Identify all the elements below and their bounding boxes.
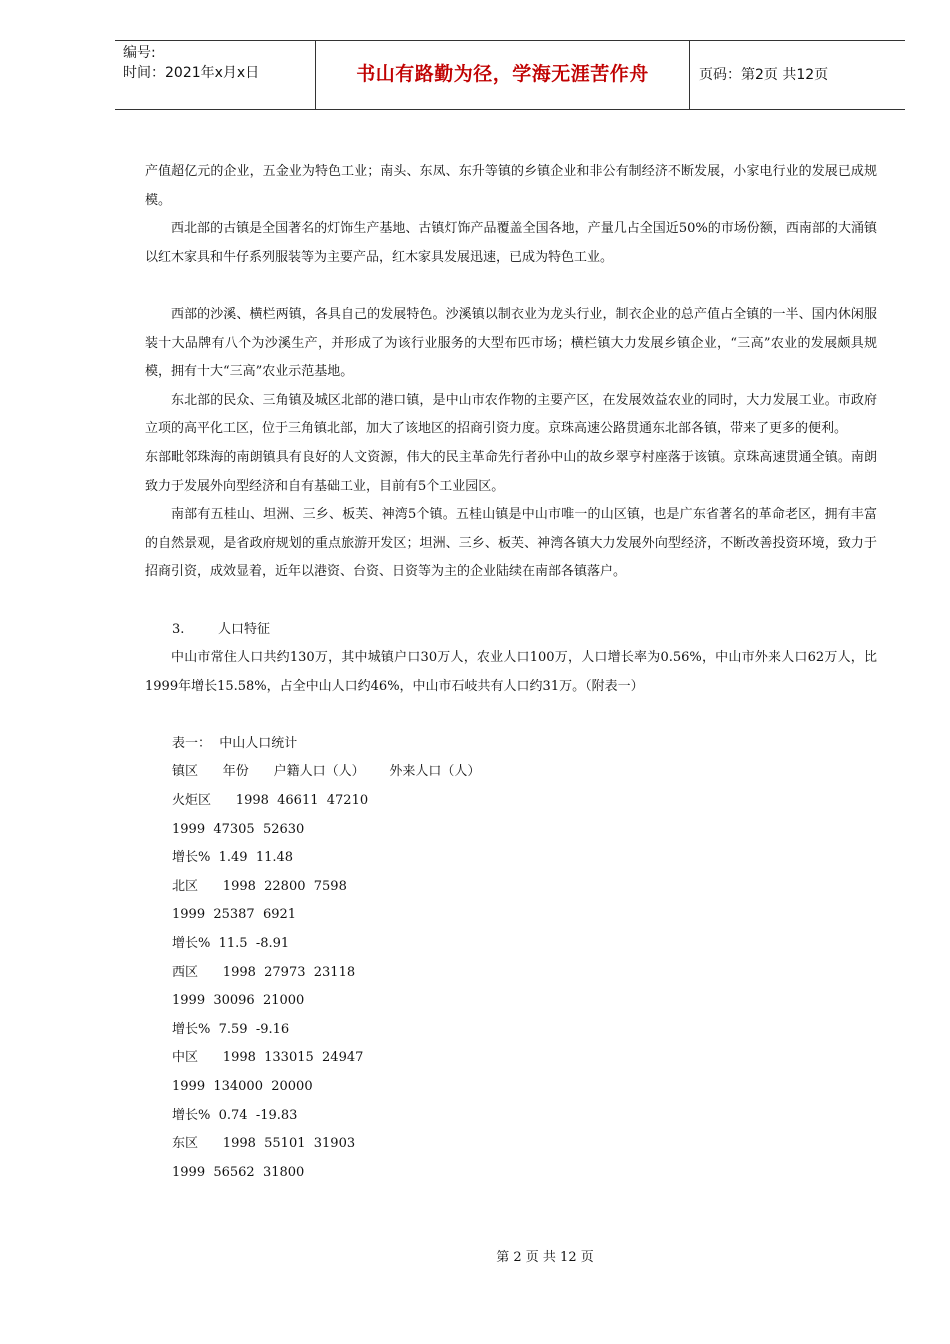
header-divider <box>689 41 690 109</box>
table-row: 中区 1998 133015 24947 <box>172 1050 364 1066</box>
paragraph: 中山市常住人口共约130万，其中城镇户口30万人，农业人口100万，人口增长率为0.56%，中山市外来人口62万人，比1999年增长15.58%，占全中山人口约46%，中山市石岐共有人口约31万。（附表一） <box>145 650 877 694</box>
section-heading <box>145 616 877 645</box>
section-number: 3. <box>172 621 185 637</box>
table-row: 1999 30096 21000 <box>172 993 305 1009</box>
table-row: 西区 1998 27973 23118 <box>172 964 356 980</box>
paragraph: 产值超亿元的企业，五金业为特色工业；南头、东凤、东升等镇的乡镇企业和非公有制经济不断发展，小家电行业的发展已成规模。 <box>145 164 877 208</box>
table-row: 东区 1998 55101 31903 <box>172 1136 356 1152</box>
table-row: 火炬区 1998 46611 47210 <box>172 793 369 809</box>
table-row: 1999 25387 6921 <box>172 907 297 923</box>
table-caption: 表一： 中山人口统计 <box>172 735 298 751</box>
document-body <box>145 158 877 1187</box>
table-row: 北区 1998 22800 7598 <box>172 878 347 894</box>
code-label: 编号: <box>123 45 156 61</box>
header-page-info: 页码：第2页 共12页 <box>699 67 829 83</box>
paragraph: 东北部的民众、三角镇及城区北部的港口镇，是中山市农作物的主要产区，在发展效益农业的同时，大力发展工业。市政府立项的高平化工区，位于三角镇北部，加大了该地区的招商引资力度。京珠高速公路贯通东北部各镇，带来了更多的便利。 <box>145 392 877 437</box>
table-row: 增长% 1.49 11.48 <box>172 850 294 866</box>
paragraph: 西北部的古镇是全国著名的灯饰生产基地、古镇灯饰产品覆盖全国各地，产量几占全国近50%的市场份额，西南部的大涌镇以红木家具和牛仔系列服装等为主要产品，红木家具发展迅速，已成为特色工业。 <box>145 221 877 265</box>
table-row: 1999 56562 31800 <box>172 1164 305 1180</box>
table-row: 增长% 0.74 -19.83 <box>172 1107 298 1123</box>
page-header <box>115 40 905 110</box>
paragraph: 南部有五桂山、坦洲、三乡、板芙、神湾5个镇。五桂山镇是中山市唯一的山区镇，也是广东省著名的革命老区，拥有丰富的自然景观，是省政府规划的重点旅游开发区；坦洲、三乡、板芙、神湾各镇大力发展外向型经济，不断改善投资环境，致力于招商引资，成效显着，近年以港资、台资、日资等为主的企业陆续在南部各镇落户。 <box>145 507 877 580</box>
table-row: 增长% 7.59 -9.16 <box>172 1021 290 1037</box>
header-meta <box>123 43 313 83</box>
page-footer: 第 2 页 共 12 页 <box>496 1250 594 1265</box>
table-row: 1999 134000 20000 <box>172 1079 313 1094</box>
table-row: 1999 47305 52630 <box>172 821 305 837</box>
table-row: 增长% 11.5 -8.91 <box>172 936 290 952</box>
table-header: 镇区 年份 户籍人口（人） 外来人口（人） <box>172 764 481 780</box>
paragraph: 西部的沙溪、横栏两镇，各具自己的发展特色。沙溪镇以制衣业为龙头行业，制衣企业的总产值占全镇的一半、国内休闲服装十大品牌有八个为沙溪生产，并形成了为该行业服务的大型布匹市场；横栏镇大力发展乡镇企业，“三高”农业的发展颇具规模，拥有十大“三高”农业示范基地。 <box>145 306 877 380</box>
header-motto: 书山有路勤为径，学海无涯苦作舟 <box>356 63 649 85</box>
time-label: 时间：2021年x月x日 <box>123 65 260 81</box>
section-title: 人口特征 <box>218 621 271 637</box>
paragraph: 东部毗邻珠海的南朗镇具有良好的人文资源，伟大的民主革命先行者孙中山的故乡翠亨村座落于该镇。京珠高速贯通全镇。南朗致力于发展外向型经济和自有基础工业，目前有5个工业园区。 <box>145 449 877 494</box>
